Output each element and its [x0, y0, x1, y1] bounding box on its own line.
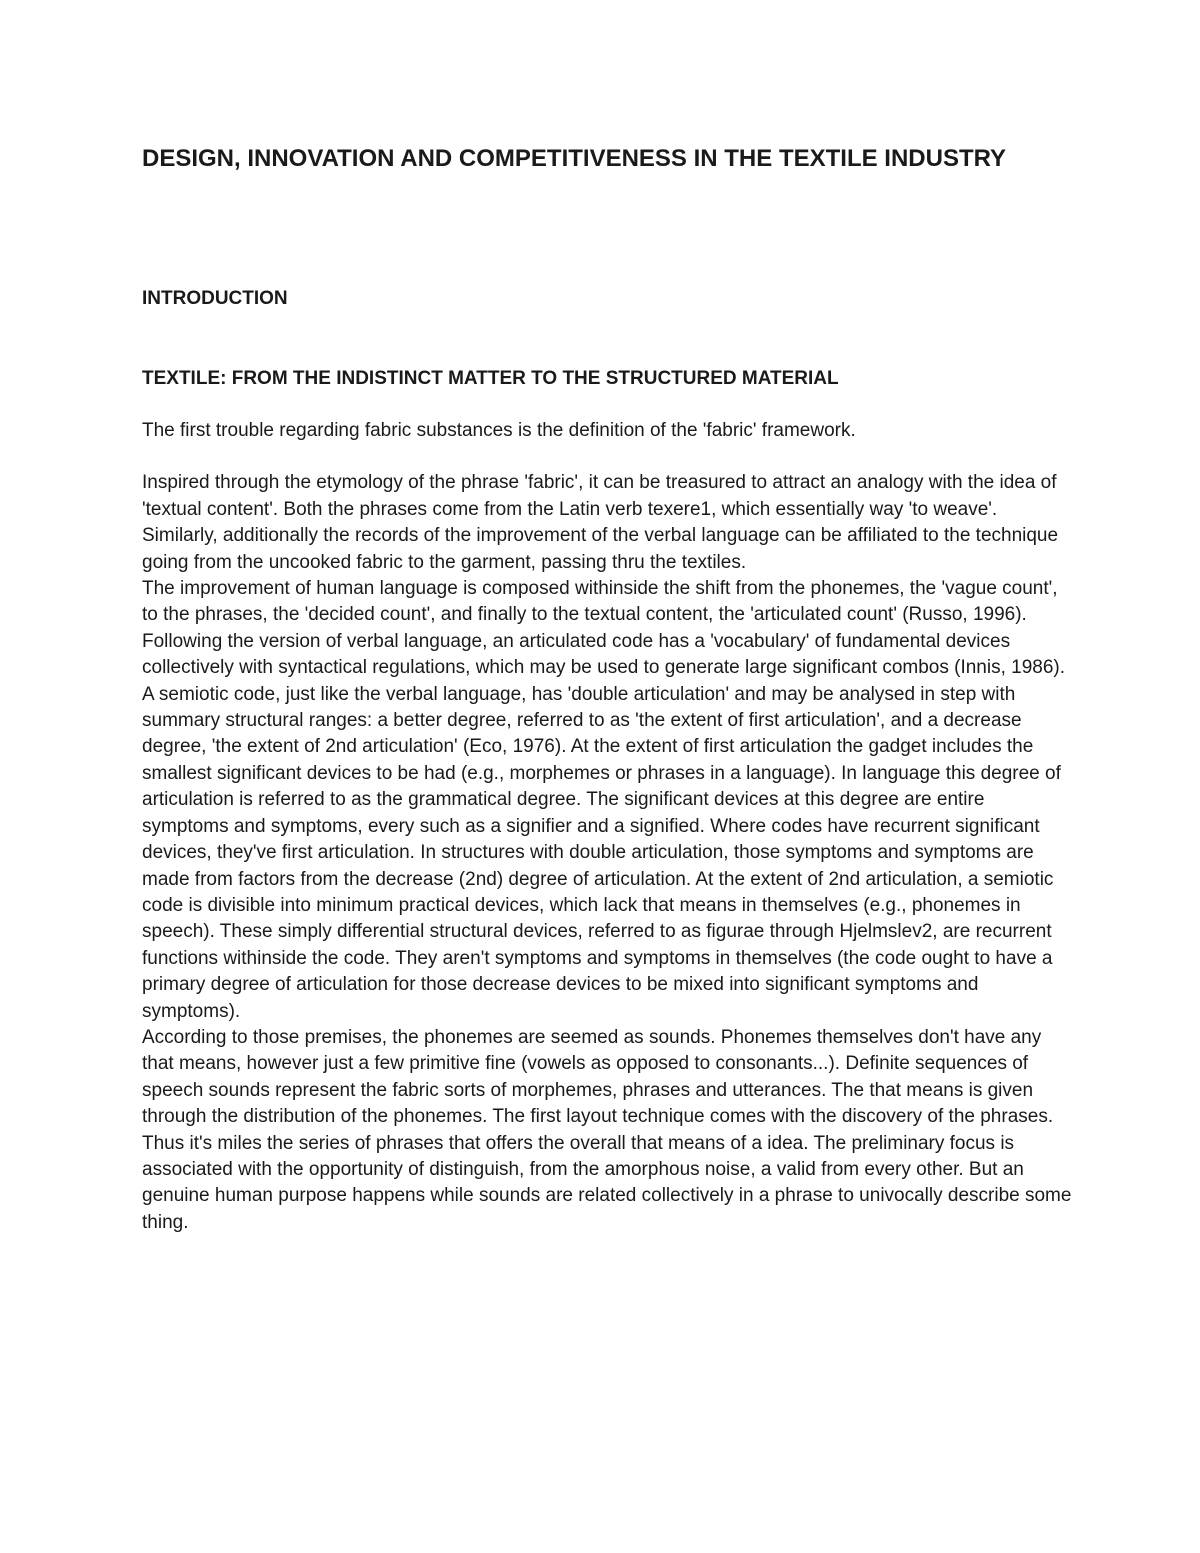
paragraph-phonemes: According to those premises, the phonemes are seemed as sounds. Phonemes themselves don't have any that means, however just a few primitive fine (vowels as opposed to consonants...). Definite sequences of speech sounds represent the fabric sorts of morphemes, phrases and utterances. The that means is given through the distribution of the phonemes. The first layout technique comes with the discovery of the phrases. Thus it's miles the series of phrases that offers the overall that means of a idea. The preliminary focus is associated with the opportunity of distinguish, from the amorphous noise, a valid from every other. But an genuine human purpose happens while sounds are related collectively in a phrase to univocally describe some thing. — [142, 1026, 1072, 1233]
section-heading: TEXTILE: FROM THE INDISTINCT MATTER TO THE STRUCTURED MATERIAL — [142, 368, 839, 389]
document-content — [142, 142, 1072, 1236]
paragraph-articulated-code: Following the version of verbal language, an articulated code has a 'vocabulary' of fundamental devices collectively with syntactical regulations, which may be used to generate large significant combos (Innis, 1986). A semiotic code, just like the verbal language, has 'double articulation' and may be analysed in step with summary structural ranges: a better degree, referred to as 'the extent of first articulation', and a decrease degree, 'the extent of 2nd articulation' (Eco, 1976). At the extent of first articulation the gadget includes the smallest significant devices to be had (e.g., morphemes or phrases in a language). In language this degree of articulation is referred to as the grammatical degree. The significant devices at this degree are entire symptoms and symptoms, every such as a signifier and a signified. Where codes have recurrent significant devices, they've first articulation. In structures with double articulation, those symptoms and symptoms are made from factors from the decrease (2nd) degree of articulation. At the extent of 2nd articulation, a semiotic code is divisible into minimum practical devices, which lack that means in themselves (e.g., phonemes in speech). These simply differential structural devices, referred to as figurae through Hjelmslev2, are recurrent functions withinside the code. They aren't symptoms and symptoms in themselves (the code ought to have a primary degree of articulation for those decrease devices to be mixed into significant symptoms and symptoms). — [142, 630, 1066, 1022]
document-title: DESIGN, INNOVATION AND COMPETITIVENESS IN THE TEXTILE INDUSTRY — [142, 145, 1007, 172]
paragraph-definition: The first trouble regarding fabric substances is the definition of the 'fabric' framework. — [142, 420, 856, 441]
introduction-heading: INTRODUCTION — [142, 288, 288, 309]
paragraph-language-improvement: The improvement of human language is composed withinside the shift from the phonemes, the 'vague count', to the phrases, the 'decided count', and finally to the textual content, the 'articulated count' (Russo, 1996). — [142, 578, 1058, 626]
paragraph-etymology: Inspired through the etymology of the phrase 'fabric', it can be treasured to attract an analogy with the idea of 'textual content'. Both the phrases come from the Latin verb texere1, which essentially way 'to weave'. Similarly, additionally the records of the improvement of the verbal language can be affiliated to the technique going from the uncooked fabric to the garment, passing thru the textiles. — [142, 472, 1059, 573]
